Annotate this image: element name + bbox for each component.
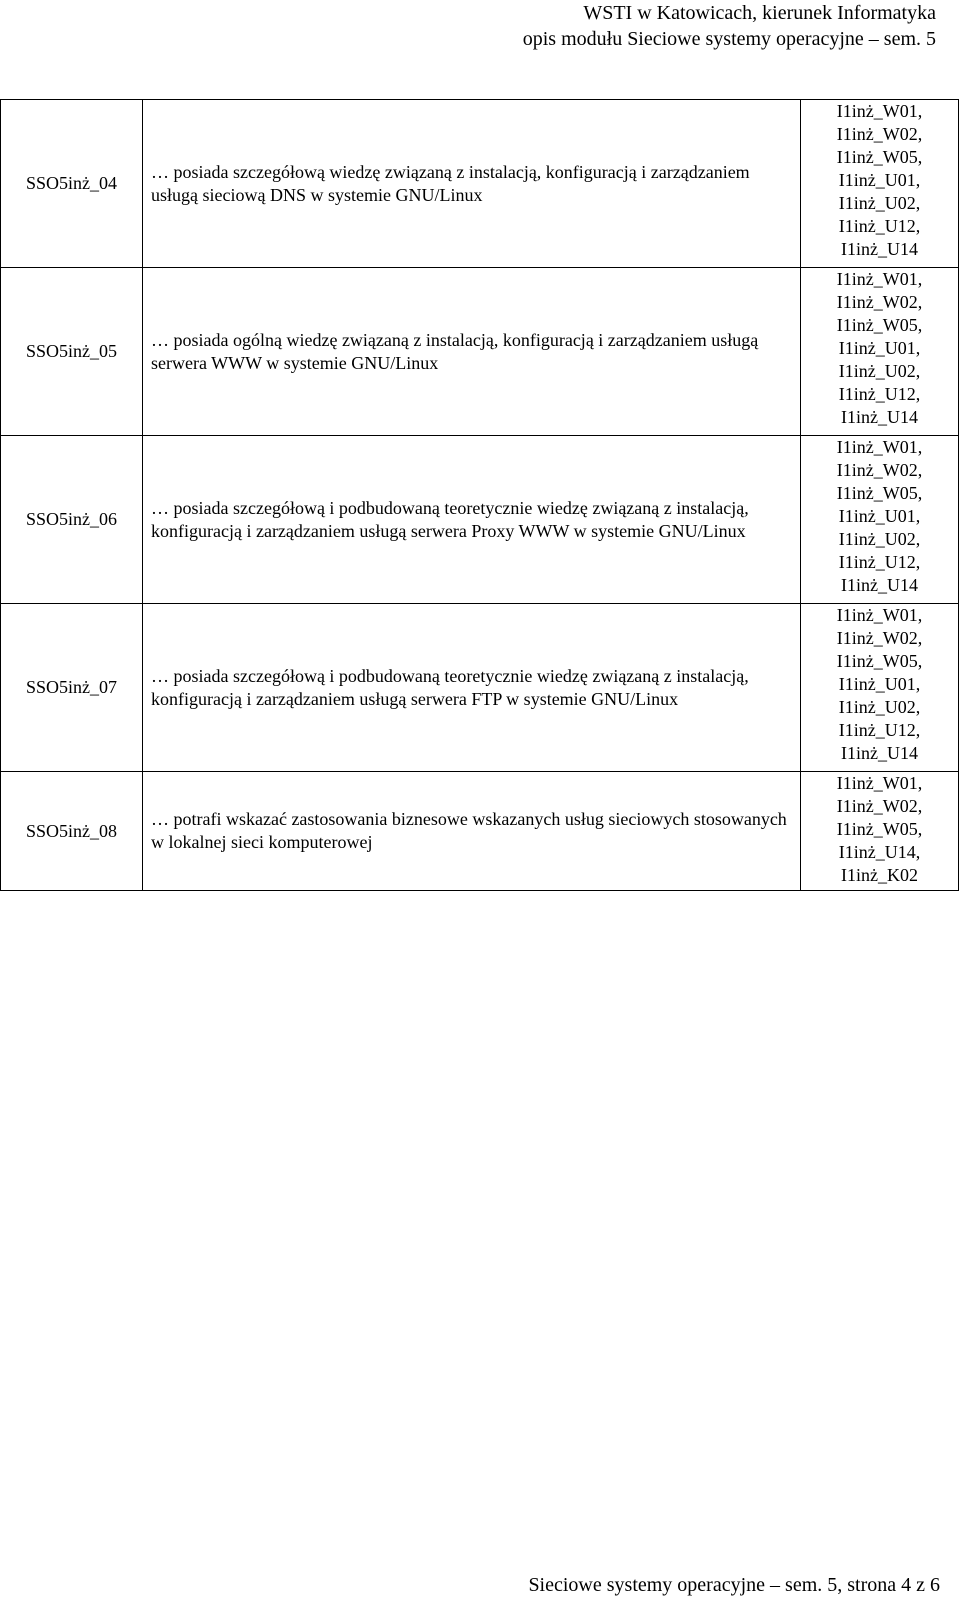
outcome-references [801, 772, 959, 891]
reference-code: I1inż_U12, [838, 720, 921, 740]
outcome-code: SSO5inż_04 [1, 100, 143, 268]
reference-code: I1inż_U12, [838, 216, 921, 236]
reference-code: I1inż_W05, [836, 819, 923, 839]
reference-code: I1inż_U01, [838, 338, 921, 358]
reference-code: I1inż_U14 [841, 239, 918, 259]
reference-code: I1inż_U01, [838, 170, 921, 190]
table-row [1, 772, 959, 891]
reference-code: I1inż_W01, [836, 773, 923, 793]
outcome-description: … posiada szczegółową wiedzę związaną z instalacją, konfiguracją i zarządzaniem usługą sieciową DNS w systemie GNU/Linux [143, 100, 801, 268]
table-row [1, 100, 959, 268]
page-footer: Sieciowe systemy operacyjne – sem. 5, strona 4 z 6 [528, 1574, 940, 1596]
reference-code: I1inż_U12, [838, 552, 921, 572]
reference-code: I1inż_U01, [838, 674, 921, 694]
reference-code: I1inż_W01, [836, 101, 923, 121]
reference-code: I1inż_U02, [838, 361, 921, 381]
reference-code: I1inż_U01, [838, 506, 921, 526]
reference-code: I1inż_W05, [836, 147, 923, 167]
outcome-code: SSO5inż_05 [1, 268, 143, 436]
reference-code: I1inż_W02, [836, 796, 923, 816]
table-row [1, 268, 959, 436]
reference-code: I1inż_W05, [836, 651, 923, 671]
reference-code: I1inż_K02 [841, 865, 918, 885]
outcome-description: … posiada szczegółową i podbudowaną teoretycznie wiedzę związaną z instalacją, konfiguracją i zarządzaniem usługą serwera FTP w systemie GNU/Linux [143, 604, 801, 772]
reference-code: I1inż_U02, [838, 697, 921, 717]
reference-code: I1inż_W02, [836, 124, 923, 144]
reference-code: I1inż_W02, [836, 628, 923, 648]
page-header [523, 0, 936, 52]
outcome-description: … potrafi wskazać zastosowania biznesowe wskazanych usług sieciowych stosowanych w lokalnej sieci komputerowej [143, 772, 801, 891]
outcome-description: … posiada ogólną wiedzę związaną z instalacją, konfiguracją i zarządzaniem usługą serwera WWW w systemie GNU/Linux [143, 268, 801, 436]
outcome-code: SSO5inż_07 [1, 604, 143, 772]
reference-code: I1inż_U02, [838, 193, 921, 213]
header-institution: WSTI w Katowicach, kierunek Informatyka [583, 2, 936, 24]
reference-code: I1inż_W01, [836, 605, 923, 625]
reference-code: I1inż_U12, [838, 384, 921, 404]
reference-code: I1inż_W02, [836, 292, 923, 312]
outcome-references [801, 100, 959, 268]
outcome-references [801, 436, 959, 604]
reference-code: I1inż_W01, [836, 269, 923, 289]
outcome-references [801, 268, 959, 436]
outcome-references [801, 604, 959, 772]
table-row [1, 604, 959, 772]
reference-code: I1inż_W01, [836, 437, 923, 457]
header-module: opis modułu Sieciowe systemy operacyjne – sem. 5 [522, 28, 936, 50]
learning-outcomes-table [0, 99, 959, 891]
reference-code: I1inż_W05, [836, 315, 923, 335]
reference-code: I1inż_U14 [841, 407, 918, 427]
outcome-description: … posiada szczegółową i podbudowaną teoretycznie wiedzę związaną z instalacją, konfiguracją i zarządzaniem usługą serwera Proxy WWW w systemie GNU/Linux [143, 436, 801, 604]
reference-code: I1inż_U14 [841, 575, 918, 595]
reference-code: I1inż_U14, [838, 842, 921, 862]
reference-code: I1inż_U02, [838, 529, 921, 549]
reference-code: I1inż_W02, [836, 460, 923, 480]
table-row [1, 436, 959, 604]
outcome-code: SSO5inż_08 [1, 772, 143, 891]
reference-code: I1inż_U14 [841, 743, 918, 763]
outcome-code: SSO5inż_06 [1, 436, 143, 604]
reference-code: I1inż_W05, [836, 483, 923, 503]
